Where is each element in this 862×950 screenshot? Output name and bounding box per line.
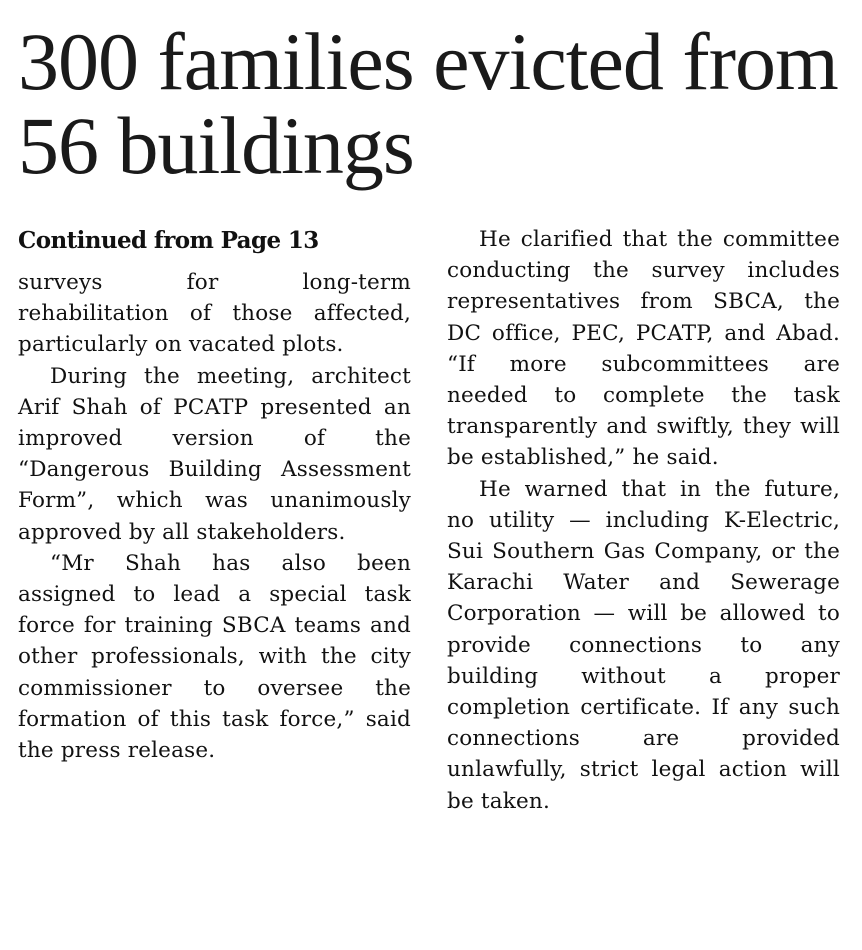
headline: 300 families evicted from 56 buildings [18, 16, 838, 191]
paragraph-4: He clarified that the committee conducting the survey includes representatives from SBCA, the DC office, PEC, PCATP, and Abad. “If more subcommittees are needed to complete the task transparently and swiftly, they will be established,” he said. [447, 227, 840, 471]
article-column-left [18, 224, 411, 766]
article-column-right [447, 224, 840, 817]
paragraph-5: He warned that in the future, no utility — including K-Electric, Sui Southern Gas Company, or the Karachi Water and Sewerage Corporation — will be allowed to provide connections to any building without a proper completion certificate. If any such connections are provided unlawfully, strict legal action will be taken. [447, 476, 840, 814]
paragraph-2: During the meeting, architect Arif Shah of PCATP presented an improved version of the “Dangerous Building Assessment Form”, which was unanimously approved by all stakeholders. [18, 363, 411, 545]
paragraph-1: surveys for long-term rehabilitation of those affected, particularly on vacated plots. [18, 270, 411, 358]
continued-from-label: Continued from Page 13 [18, 227, 319, 254]
paragraph-3: “Mr Shah has also been assigned to lead a special task force for training SBCA teams and other professionals, with the city commissioner to oversee the formation of this task force,” said the press release. [18, 550, 411, 764]
